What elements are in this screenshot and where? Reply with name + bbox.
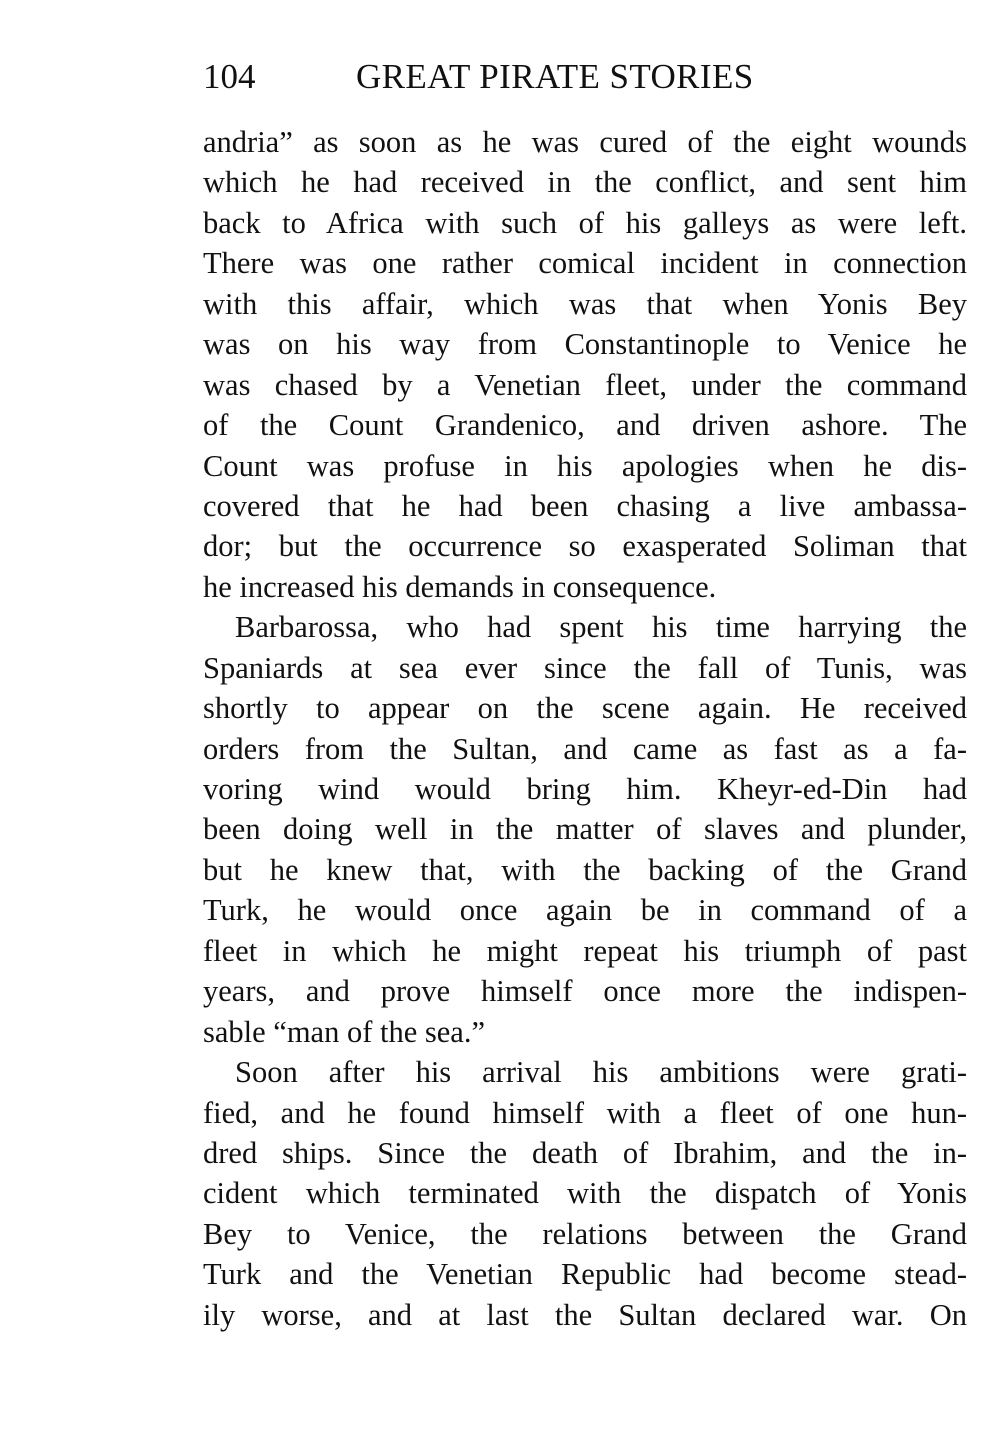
text-line: Soon after his arrival his ambitions were grati- <box>235 1055 967 1090</box>
text-line: with this affair, which was that when Yonis Bey <box>203 286 967 321</box>
text-line: Count was profuse in his apologies when he dis- <box>203 448 967 483</box>
text-line: cident which terminated with the dispatch of Yonis <box>203 1176 967 1211</box>
running-title: GREAT PIRATE STORIES <box>356 57 754 96</box>
paragraph <box>203 1052 967 1335</box>
text-line: There was one rather comical incident in connection <box>203 246 967 281</box>
text-line: Spaniards at sea ever since the fall of Tunis, was <box>203 650 967 685</box>
text-line: ily worse, and at last the Sultan declared war. On <box>203 1297 967 1332</box>
text-line: shortly to appear on the scene again. He received <box>203 691 967 726</box>
text-line: covered that he had been chasing a live ambassa- <box>203 488 967 523</box>
text-line: dred ships. Since the death of Ibrahim, and the in- <box>203 1135 967 1170</box>
text-line: he increased his demands in consequence. <box>203 569 717 604</box>
text-line: voring wind would bring him. Kheyr-ed-Din had <box>203 772 967 806</box>
page-number: 104 <box>203 57 256 96</box>
text-line: Turk and the Venetian Republic had become stead- <box>203 1257 967 1292</box>
paragraph <box>203 607 967 1052</box>
text-line: was chased by a Venetian fleet, under the command <box>203 367 967 402</box>
text-line: Bey to Venice, the relations between the Grand <box>203 1216 967 1251</box>
text-line: of the Count Grandenico, and driven ashore. The <box>203 408 967 443</box>
text-line: fleet in which he might repeat his triumph of past <box>203 933 967 968</box>
text-line: Barbarossa, who had spent his time harrying the <box>235 610 967 645</box>
body-text <box>203 122 967 1335</box>
text-line: andria” as soon as he was cured of the eight wounds <box>203 125 967 159</box>
text-line: years, and prove himself once more the indispen- <box>203 974 967 1009</box>
text-line: Turk, he would once again be in command of a <box>203 893 967 928</box>
text-line: but he knew that, with the backing of the Grand <box>203 852 967 887</box>
text-line: orders from the Sultan, and came as fast as a fa- <box>203 731 967 766</box>
page-header <box>203 52 903 102</box>
text-line: sable “man of the sea.” <box>203 1014 485 1049</box>
text-line: been doing well in the matter of slaves and plunder, <box>203 812 967 847</box>
paragraph <box>203 122 967 607</box>
text-line: which he had received in the conflict, and sent him <box>203 165 967 200</box>
text-line: fied, and he found himself with a fleet of one hun- <box>203 1095 967 1130</box>
text-line: was on his way from Constantinople to Venice he <box>203 327 967 362</box>
text-line: back to Africa with such of his galleys as were left. <box>203 205 967 240</box>
text-line: dor; but the occurrence so exasperated Soliman that <box>203 529 967 564</box>
